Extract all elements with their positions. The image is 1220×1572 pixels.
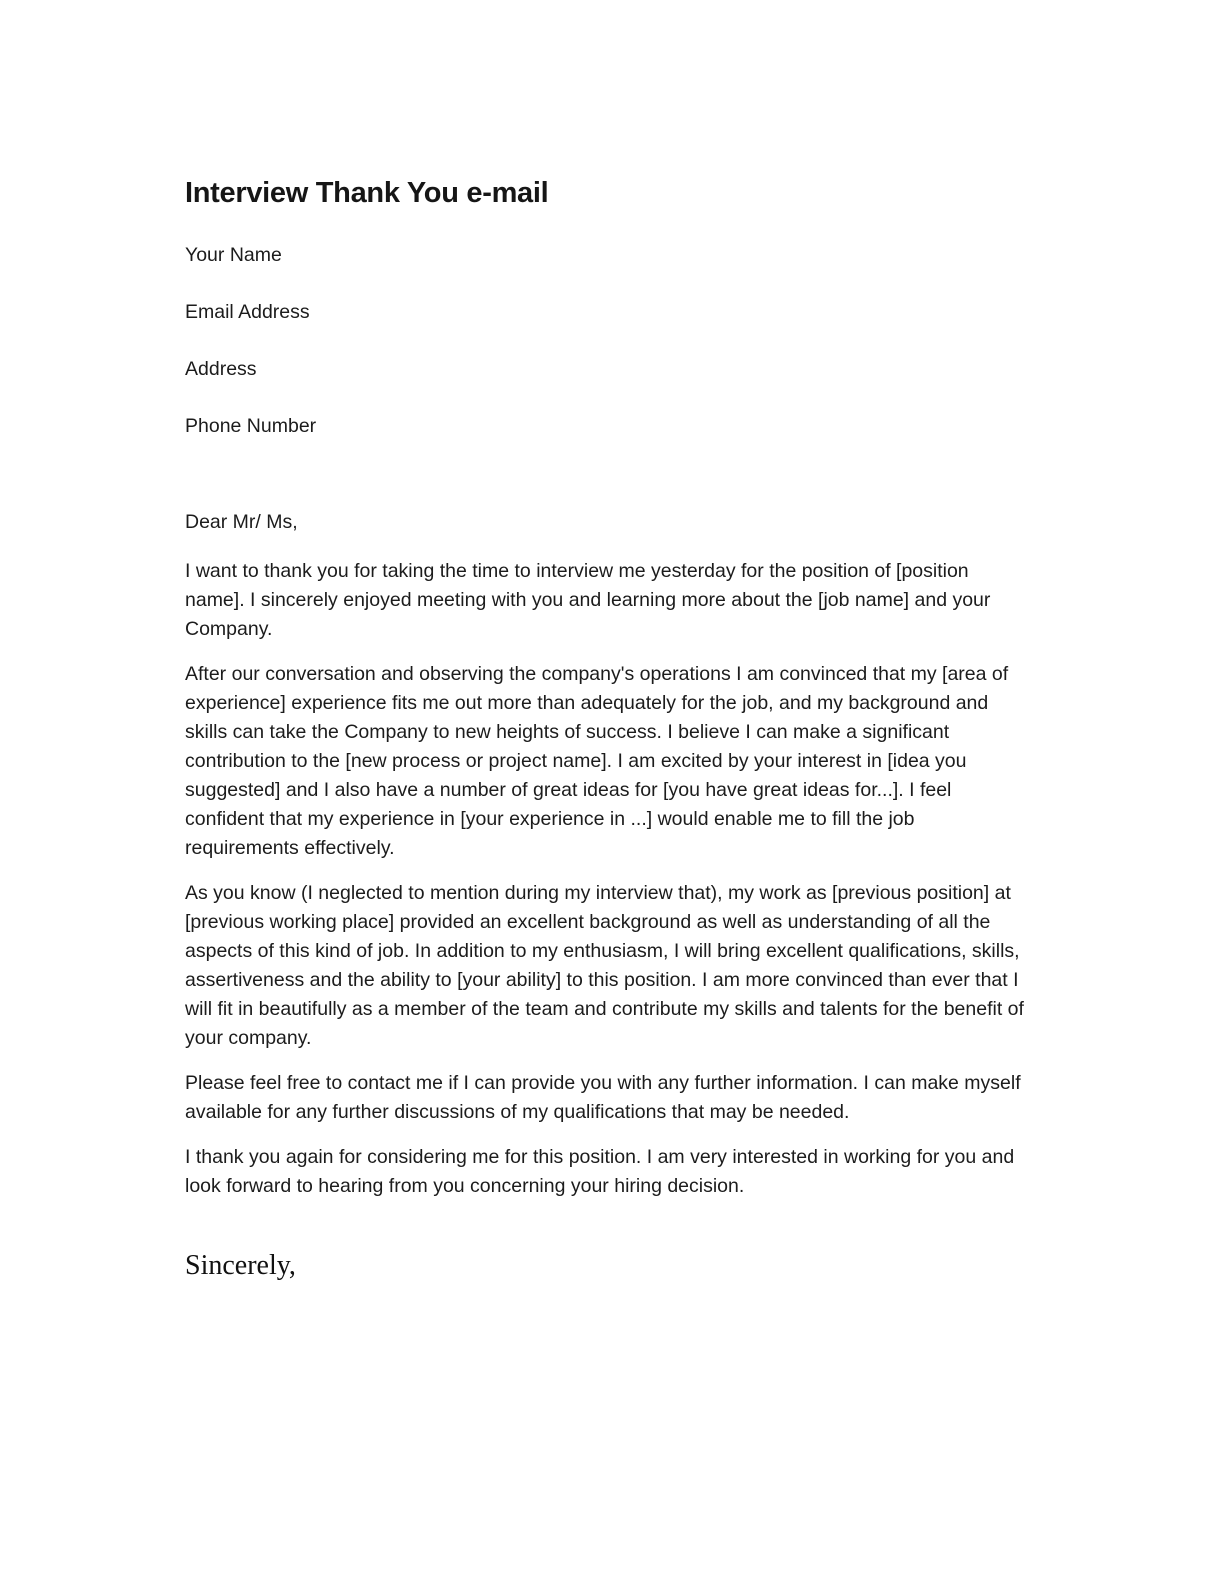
- blank-line: [185, 469, 1032, 508]
- paragraph-closing-thanks: I thank you again for considering me for this position. I am very interested in working for you and look forward to hearing from you concerning your hiring decision.: [185, 1146, 1015, 1197]
- document-title: Interview Thank You e-mail: [185, 177, 549, 209]
- contact-phone-placeholder: Phone Number: [185, 415, 317, 437]
- closing-signoff: Sincerely,: [185, 1250, 296, 1281]
- paragraph-thank-you: I want to thank you for taking the time to interview me yesterday for the position of [position name]. I sincerely enjoyed meeting with you and learning more about the [job name] and your Company.: [185, 560, 991, 640]
- paragraph-background: As you know (I neglected to mention during my interview that), my work as [previous position] at [previous working place] provided an excellent background as well as understanding of all the aspects of this kind of job. In addition to my enthusiasm, I will bring excellent qualifications, skills, assertiveness and the ability to [your ability] to this position. I am more convinced than ever that I will fit in beautifully as a member of the team and contribute my skills and talents for the benefit of your company.: [185, 882, 1024, 1049]
- paragraph-experience-fit: After our conversation and observing the company's operations I am convinced that my [area of experience] experience fits me out more than adequately for the job, and my background and skills can take the Company to new heights of success. I believe I can make a significant contribution to the [new process or project name]. I am excited by your interest in [idea you suggested] and I also have a number of great ideas for [you have great ideas for...]. I feel confident that my experience in [your experience in ...] would enable me to fill the job requirements effectively.: [185, 663, 1009, 859]
- contact-name-placeholder: Your Name: [185, 244, 282, 266]
- paragraph-contact-offer: Please feel free to contact me if I can provide you with any further information. I can make myself available for any further discussions of my qualifications that may be needed.: [185, 1072, 1021, 1123]
- contact-address-placeholder: Address: [185, 358, 257, 380]
- contact-email-placeholder: Email Address: [185, 301, 310, 323]
- salutation: Dear Mr/ Ms,: [185, 511, 298, 533]
